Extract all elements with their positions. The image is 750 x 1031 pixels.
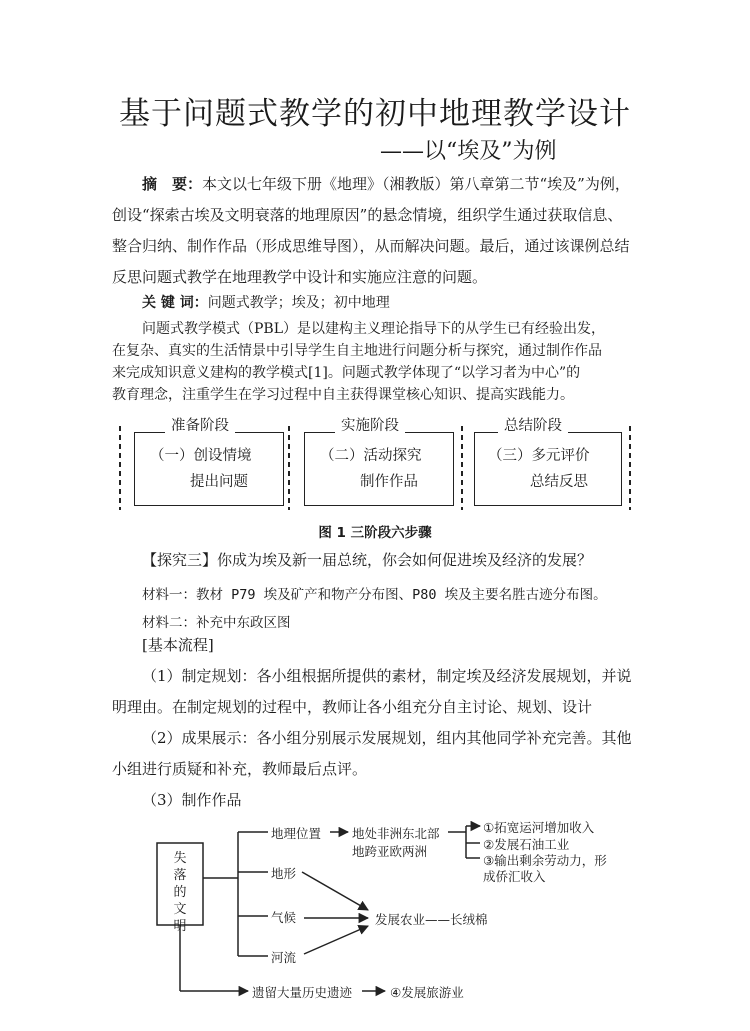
branch-heritage: 遗留大量历史遗迹	[252, 985, 353, 1000]
material-2: 材料二：补充中东政区图	[142, 615, 291, 631]
branch-terrain: 地形	[271, 866, 297, 881]
stage-line1-3: （三）多元评价	[488, 448, 590, 464]
location-detail-1: 地处非洲东北部	[352, 826, 440, 841]
intro-line-2: 在复杂、真实的生活情景中引导学生自主地进行问题分析与探究，通过制作作品	[112, 343, 602, 359]
inquiry-title: 【探究三】你成为埃及新一届总统，你会如何促进埃及经济的发展？	[142, 551, 593, 569]
outcome-agriculture: 发展农业——长绒棉	[375, 912, 488, 927]
paper-title: 基于问题式教学的初中地理教学设计	[119, 96, 631, 132]
step3: （3）制作作品	[142, 791, 242, 809]
step1-line-1: （1）制定规划：各小组根据所提供的素材，制定埃及经济发展规划，并说	[142, 667, 632, 685]
figure1-caption: 图 1 三阶段六步骤	[318, 525, 432, 541]
abstract-line-1: 摘 要：本文以七年级下册《地理》（湘教版）第八章第二节“埃及”为例，	[142, 175, 630, 193]
intro-line-4: 教育理念，注重学生在学习过程中自主获得课堂核心知识、提高实践能力。	[112, 387, 574, 403]
branch-location: 地理位置	[271, 826, 322, 841]
terrain-arrow	[302, 872, 368, 910]
keywords-text: 问题式教学；埃及；初中地理	[207, 295, 390, 311]
outcome-canal: ①拓宽运河增加收入	[483, 820, 595, 835]
stage-head-1: 准备阶段	[165, 414, 235, 435]
paper-subtitle: ——以“埃及”为例	[380, 139, 557, 164]
intro-line-3: 来完成知识意义建构的教学模式[1]。问题式教学体现了“以学习者为中心”的	[112, 365, 581, 381]
stage-head-2: 实施阶段	[335, 414, 405, 435]
stage-line1-2: （二）活动探究	[320, 448, 422, 464]
intro-line-1: 问题式教学模式（PBL）是以建构主义理论指导下的从学生已有经验出发，	[142, 321, 606, 337]
stage-line2-2: 制作作品	[360, 474, 418, 490]
abstract-line-4: 反思问题式教学在地理教学中设计和实施应注意的问题。	[112, 268, 488, 286]
branch-climate: 气候	[271, 910, 297, 925]
flow-label: [基本流程]	[142, 636, 214, 654]
branch-river: 河流	[271, 950, 297, 965]
river-arrow	[304, 926, 368, 954]
outcome-labor-2: 成侨汇收入	[483, 869, 546, 884]
outcome-tourism: ④发展旅游业	[390, 985, 464, 1000]
stage-line2-3: 总结反思	[530, 474, 588, 490]
abstract-line-3: 整合归纳、制作作品（形成思维导图），从而解决问题。最后，通过该课例总结	[112, 237, 630, 255]
step2-line-1: （2）成果展示：各小组分别展示发展规划，组内其他同学补充完善。其他	[142, 729, 632, 747]
stage-line1-1: （一）创设情境	[150, 448, 252, 464]
stage-line2-1: 提出问题	[190, 474, 248, 490]
step1-line-2: 明理由。在制定规划的过程中，教师让各小组充分自主讨论、规划、设计	[112, 698, 593, 716]
outcome-labor-1: ③输出剩余劳动力，形	[483, 853, 607, 868]
location-detail-2: 地跨亚欧两洲	[352, 844, 428, 859]
root-node: 失 落 的 文 明	[173, 851, 187, 934]
keywords-label: 关 键 词：	[142, 295, 208, 311]
abstract-line-2: 创设“探索古埃及文明衰落的地理原因”的悬念情境，组织学生通过获取信息、	[112, 206, 623, 224]
outcome-oil: ②发展石油工业	[483, 837, 570, 852]
material-1: 材料一：教材 P79 埃及矿产和物产分布图、P80 埃及主要名胜古迹分布图。	[142, 587, 607, 603]
step2-line-2: 小组进行质疑和补充，教师最后点评。	[112, 760, 368, 778]
stage-head-3: 总结阶段	[498, 414, 568, 435]
abstract-label: 摘 要：	[142, 175, 203, 193]
